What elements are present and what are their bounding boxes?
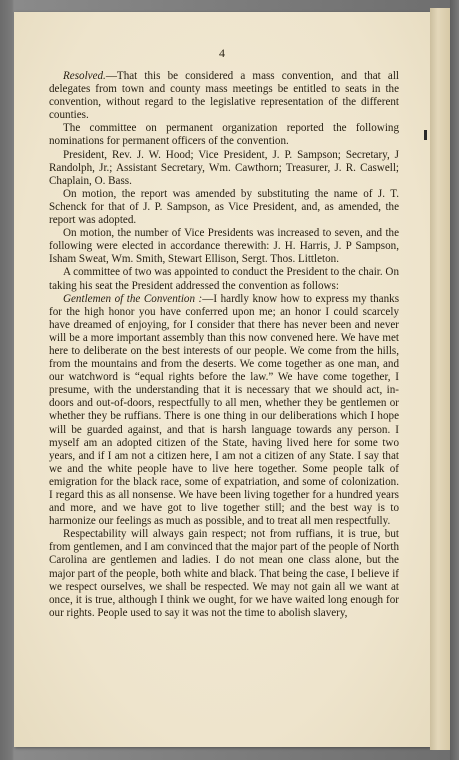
paragraph	[49, 528, 399, 620]
paragraph-text: A committee of two was appointed to conduct the President to the chair. On taking his seat the President addressed the convention as follows:	[49, 266, 399, 292]
paragraph	[49, 266, 399, 292]
facing-page-edge	[430, 8, 450, 750]
paragraph	[49, 188, 399, 227]
paragraph-text: —I hardly know how to express my thanks for the high honor you have conferred upon me; an honor I could scarcely have dreamed of enjoying, for I consider that there has never been and never will be a more important assembly than this now convened here. We have met here to deliberate on the best interests of our people. We come from the hills, from the mountains and from the deserts. We come together as one man, and our watchword is “equal rights before the law.” We have come together, I presume, with the understanding that it is necessary that we should act, in-doors and out-of-doors, respectfully to all men, whether they be gentlemen or whether they be ruffians. There is one thing in our deliberations which I hope will be guarded against, and that is harsh language towards any person. I myself am an adopted citizen of the State, having lived here for some two years, and if I am not a citizen here, I am not a citizen of any State. I say that we and the white people have to live here together. Some people talk of emigration for the black race, some of expatriation, and some of colonization. I regard this as all nonsense. We have been living together for a hundred years and more, and we have got to live together still; and the best way is to harmonize our feelings as much as possible, and to treat all men respectfully.	[49, 292, 400, 528]
paragraph-text: On motion, the report was amended by substituting the name of J. T. Schenck for that of J. P. Sampson, as Vice President, and, as amended, the report was adopted.	[49, 187, 399, 227]
paragraph-text: —That this be considered a mass convention, and that all delegates from town and county mass meetings be entitled to seats in the convention, without regard to the legislative representation of the different counties.	[49, 70, 399, 122]
paragraph	[49, 70, 399, 122]
paragraph-lead: Gentlemen of the Convention :	[63, 292, 203, 305]
paragraph-text: On motion, the number of Vice Presidents was increased to seven, and the following were elected in accordance therewith: J. H. Harris, J. P Sampson, Isham Sweat, Wm. Smith, Stewart Ellison, Sergt. Thos. Littleton.	[49, 227, 399, 266]
book-spine	[450, 0, 459, 760]
page-body	[49, 70, 399, 620]
margin-mark	[424, 130, 427, 140]
page-number: 4	[219, 46, 225, 60]
book-page	[14, 12, 430, 747]
paragraph-text: President, Rev. J. W. Hood; Vice President, J. P. Sampson; Secretary, J Randolph, Jr.; Assistant Secretary, Wm. Cawthorn; Treasurer, J. R. Caswell; Chaplain, O. Bass.	[49, 148, 399, 187]
paragraph	[49, 122, 399, 148]
paragraph-lead: Resolved.	[63, 70, 106, 82]
paragraph-text: Respectability will always gain respect; not from ruffians, it is true, but from gentlemen, and I am convinced that the major part of the people of North Carolina are gentlemen and ladies. I do not mean one class alone, but the major part of the people, both white and black. That being the case, I believe if we respect ourselves, we shall be respected. We may not gain all we want at once, it is true, although I think we ought, for we have waited long enough for our rights. People used to say it was not the time to abolish slavery,	[49, 528, 399, 619]
paragraph	[49, 227, 399, 266]
paragraph	[49, 149, 399, 188]
paragraph	[49, 293, 399, 529]
paragraph-text: The committee on permanent organization reported the following nominations for permanent officers of the convention.	[49, 122, 399, 148]
